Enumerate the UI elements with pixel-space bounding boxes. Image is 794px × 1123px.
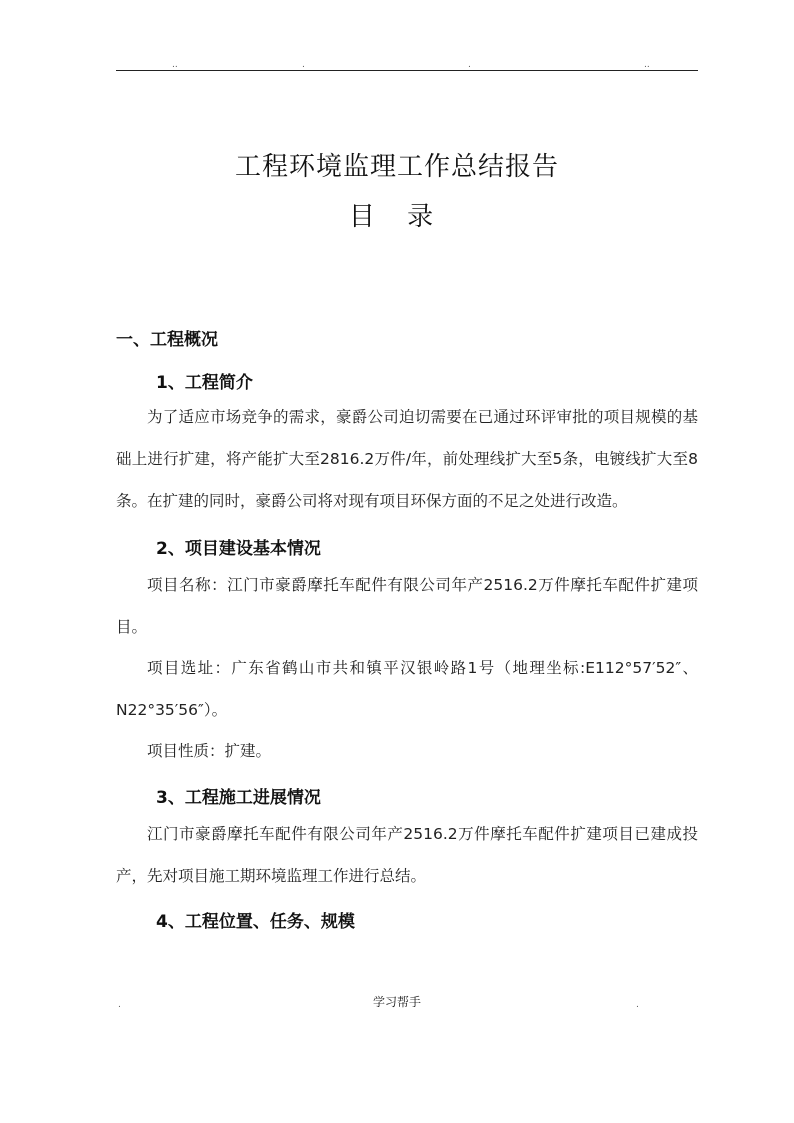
paragraph-progress: 江门市豪爵摩托车配件有限公司年产2516.2万件摩托车配件扩建项目已建成投产，先对项目施工期环境监理工作进行总结。 <box>116 825 698 885</box>
paragraph-project-name: 项目名称：江门市豪爵摩托车配件有限公司年产2516.2万件摩托车配件扩建项目。 <box>116 576 698 636</box>
paragraph-project-site: 项目选址：广东省鹤山市共和镇平汉银岭路1号（地理坐标:E112°57′52″、N22°35′56″）。 <box>116 659 698 719</box>
paragraph-project-nature: 项目性质：扩建。 <box>147 742 272 760</box>
header-dot: . <box>468 60 471 70</box>
footer-text: 学习帮手 <box>372 995 421 1009</box>
header-dot: .. <box>644 60 650 70</box>
paragraph-intro: 为了适应市场竞争的需求，豪爵公司迫切需要在已通过环评审批的项目规模的基础上进行扩建，将产能扩大至2816.2万件/年，前处理线扩大至5条，电镀线扩大至8条。在扩建的同时，豪爵公司将对现有项目环保方面的不足之处进行改造。 <box>116 408 698 510</box>
subsection-heading-basic-info: 2、项目建设基本情况 <box>156 539 321 559</box>
header-dot: .. <box>172 60 178 70</box>
subsection-heading-progress: 3、工程施工进展情况 <box>156 788 321 808</box>
footer-dot: . <box>636 1000 639 1010</box>
header-rule <box>116 70 698 71</box>
footer-dot: . <box>118 1000 121 1010</box>
document-title: 工程环境监理工作总结报告 <box>234 152 559 182</box>
section-heading-overview: 一、工程概况 <box>116 330 218 350</box>
subsection-heading-intro: 1、工程简介 <box>156 373 253 393</box>
header-dot: . <box>302 60 305 70</box>
subsection-heading-location-scale: 4、工程位置、任务、规模 <box>156 912 355 932</box>
table-of-contents-heading: 目 录 <box>348 202 446 232</box>
